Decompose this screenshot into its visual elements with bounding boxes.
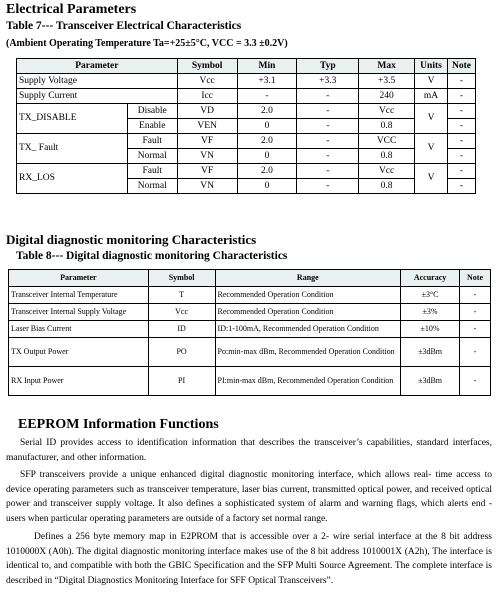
- cell-accuracy: ±3dBm: [401, 338, 460, 367]
- cell-condition: Normal: [127, 179, 177, 194]
- cell-units: V: [415, 164, 448, 194]
- paragraph-serial-id: [6, 436, 492, 465]
- cell-symbol: PI: [148, 367, 215, 396]
- cell-parameter: RX_LOS: [17, 164, 128, 194]
- cell-typ: -: [297, 119, 359, 134]
- cell-accuracy: ±3dBm: [401, 367, 460, 396]
- cell-range: Po:min-max dBm, Recommended Operation Condition: [215, 338, 401, 367]
- cell-typ: +3.3: [297, 74, 359, 89]
- table-row: [17, 74, 476, 89]
- table-row: [9, 321, 491, 338]
- cell-typ: -: [297, 179, 359, 194]
- table-row: [17, 104, 476, 119]
- header-symbol: Symbol: [177, 59, 237, 74]
- cell-parameter: Transceiver Internal Supply Voltage: [9, 304, 149, 321]
- cell-note: -: [447, 164, 475, 179]
- cell-note: -: [460, 338, 491, 367]
- cell-parameter: Laser Bias Current: [9, 321, 149, 338]
- table-header-row: [17, 59, 476, 74]
- cell-condition: Enable: [127, 119, 177, 134]
- cell-condition: Fault: [127, 134, 177, 149]
- table-row: [9, 367, 491, 396]
- cell-max: 240: [359, 89, 415, 104]
- cell-range: Recommended Operation Condition: [215, 304, 401, 321]
- cell-max: 0.8: [359, 149, 415, 164]
- table-row: [17, 89, 476, 104]
- cell-parameter: Transceiver Internal Temperature: [9, 287, 149, 304]
- cell-note: -: [460, 321, 491, 338]
- cell-units: V: [415, 104, 448, 134]
- cell-range: PI:min-max dBm, Recommended Operation Condition: [215, 367, 401, 396]
- header-units: Units: [415, 59, 448, 74]
- cell-condition: Disable: [127, 104, 177, 119]
- cell-min: 2.0: [237, 134, 297, 149]
- header-parameter: Parameter: [9, 270, 149, 287]
- cell-max: VCC: [359, 134, 415, 149]
- cell-symbol: VD: [177, 104, 237, 119]
- header-accuracy: Accuracy: [401, 270, 460, 287]
- ddm-characteristics-table: [8, 269, 491, 396]
- cell-note: -: [447, 149, 475, 164]
- header-typ: Typ: [297, 59, 359, 74]
- section-title-eeprom: EEPROM Information Functions: [18, 417, 219, 432]
- header-min: Min: [237, 59, 297, 74]
- cell-note: -: [447, 74, 475, 89]
- header-note: Note: [447, 59, 475, 74]
- table-row: [17, 164, 476, 179]
- cell-symbol: Vcc: [148, 304, 215, 321]
- cell-note: -: [447, 119, 475, 134]
- header-parameter: Parameter: [17, 59, 178, 74]
- cell-accuracy: ±3%: [401, 304, 460, 321]
- cell-typ: -: [297, 89, 359, 104]
- cell-range: Recommended Operation Condition: [215, 287, 401, 304]
- header-max: Max: [359, 59, 415, 74]
- table-row: [17, 134, 476, 149]
- cell-symbol: PO: [148, 338, 215, 367]
- cell-symbol: ID: [148, 321, 215, 338]
- cell-parameter: Supply Current: [17, 89, 178, 104]
- cell-symbol: VF: [177, 134, 237, 149]
- cell-accuracy: ±3°C: [401, 287, 460, 304]
- cell-symbol: Vcc: [177, 74, 237, 89]
- table8-title: Table 8--- Digital diagnostic monitoring Characteristics: [16, 250, 288, 262]
- cell-note: -: [447, 179, 475, 194]
- cell-min: +3.1: [237, 74, 297, 89]
- cell-symbol: VF: [177, 164, 237, 179]
- table-row: [9, 338, 491, 367]
- section-title-electrical: Electrical Parameters: [6, 2, 137, 17]
- cell-parameter: TX Output Power: [9, 338, 149, 367]
- cell-parameter: RX Input Power: [9, 367, 149, 396]
- cell-min: 0: [237, 149, 297, 164]
- cell-condition: Fault: [127, 164, 177, 179]
- header-range: Range: [215, 270, 401, 287]
- cell-symbol: VEN: [177, 119, 237, 134]
- cell-typ: -: [297, 104, 359, 119]
- cell-units: mA: [415, 89, 448, 104]
- paragraph-serial-id-text: Serial ID provides access to identification information that describes the transceiver’s capabilities, standard interfaces, manufacturer, and other information.: [6, 438, 492, 463]
- table7-title: Table 7--- Transceiver Electrical Characteristics: [6, 20, 242, 32]
- cell-typ: -: [297, 149, 359, 164]
- cell-max: 0.8: [359, 179, 415, 194]
- cell-typ: -: [297, 134, 359, 149]
- electrical-characteristics-table: [16, 58, 476, 194]
- cell-symbol: Icc: [177, 89, 237, 104]
- header-note: Note: [460, 270, 491, 287]
- cell-condition: Normal: [127, 149, 177, 164]
- cell-note: -: [447, 104, 475, 119]
- cell-typ: -: [297, 164, 359, 179]
- paragraph-sfp-ddm: [6, 468, 492, 526]
- cell-min: 2.0: [237, 104, 297, 119]
- table-row: [9, 304, 491, 321]
- section-title-ddm: Digital diagnostic monitoring Characteristics: [6, 232, 257, 247]
- table-header-row: [9, 270, 491, 287]
- cell-parameter: TX_DISABLE: [17, 104, 128, 134]
- cell-symbol: T: [148, 287, 215, 304]
- cell-max: Vcc: [359, 164, 415, 179]
- paragraph-memory-map-text: Defines a 256 byte memory map in E2PROM that is accessible over a 2- wire serial interface at the 8 bit address 1010000X (A0h). The digital diagnostic monitoring interface makes use of the 8 bit address 1010001X (A2h), The interface is identical to, and compatible with both the GBIC Specification and the SFP Multi Source Agreement. The complete interface is described in “Digital Diagnostics Monitoring Interface for SFF Optical Transceivers”.: [6, 532, 492, 586]
- cell-note: -: [447, 89, 475, 104]
- cell-min: 2.0: [237, 164, 297, 179]
- cell-min: 0: [237, 119, 297, 134]
- cell-max: Vcc: [359, 104, 415, 119]
- cell-symbol: VN: [177, 179, 237, 194]
- header-symbol: Symbol: [148, 270, 215, 287]
- cell-units: V: [415, 134, 448, 164]
- cell-max: 0.8: [359, 119, 415, 134]
- cell-min: 0: [237, 179, 297, 194]
- cell-parameter: Supply Voltage: [17, 74, 178, 89]
- cell-accuracy: ±10%: [401, 321, 460, 338]
- table-row: [9, 287, 491, 304]
- cell-note: -: [460, 367, 491, 396]
- cell-symbol: VN: [177, 149, 237, 164]
- cell-note: -: [460, 287, 491, 304]
- table7-conditions: (Ambient Operating Temperature Ta=+25±5°C, VCC = 3.3 ±0.2V): [6, 38, 288, 49]
- cell-range: ID:1-100mA, Recommended Operation Condition: [215, 321, 401, 338]
- cell-min: -: [237, 89, 297, 104]
- cell-max: +3.5: [359, 74, 415, 89]
- cell-units: V: [415, 74, 448, 89]
- paragraph-memory-map: [6, 530, 492, 588]
- cell-parameter: TX_ Fault: [17, 134, 128, 164]
- cell-note: -: [447, 134, 475, 149]
- paragraph-sfp-ddm-text: SFP transceivers provide a unique enhanced digital diagnostic monitoring interface, which allows real- time access to device operating parameters such as transceiver temperature, laser bias current, transmitted optical power, and received optical power and transceiver supply voltage. It also defines a sophisticated system of alarm and warning flags, which alerts end - users when particular operating parameters are outside of a factory set normal range.: [6, 470, 492, 524]
- cell-note: -: [460, 304, 491, 321]
